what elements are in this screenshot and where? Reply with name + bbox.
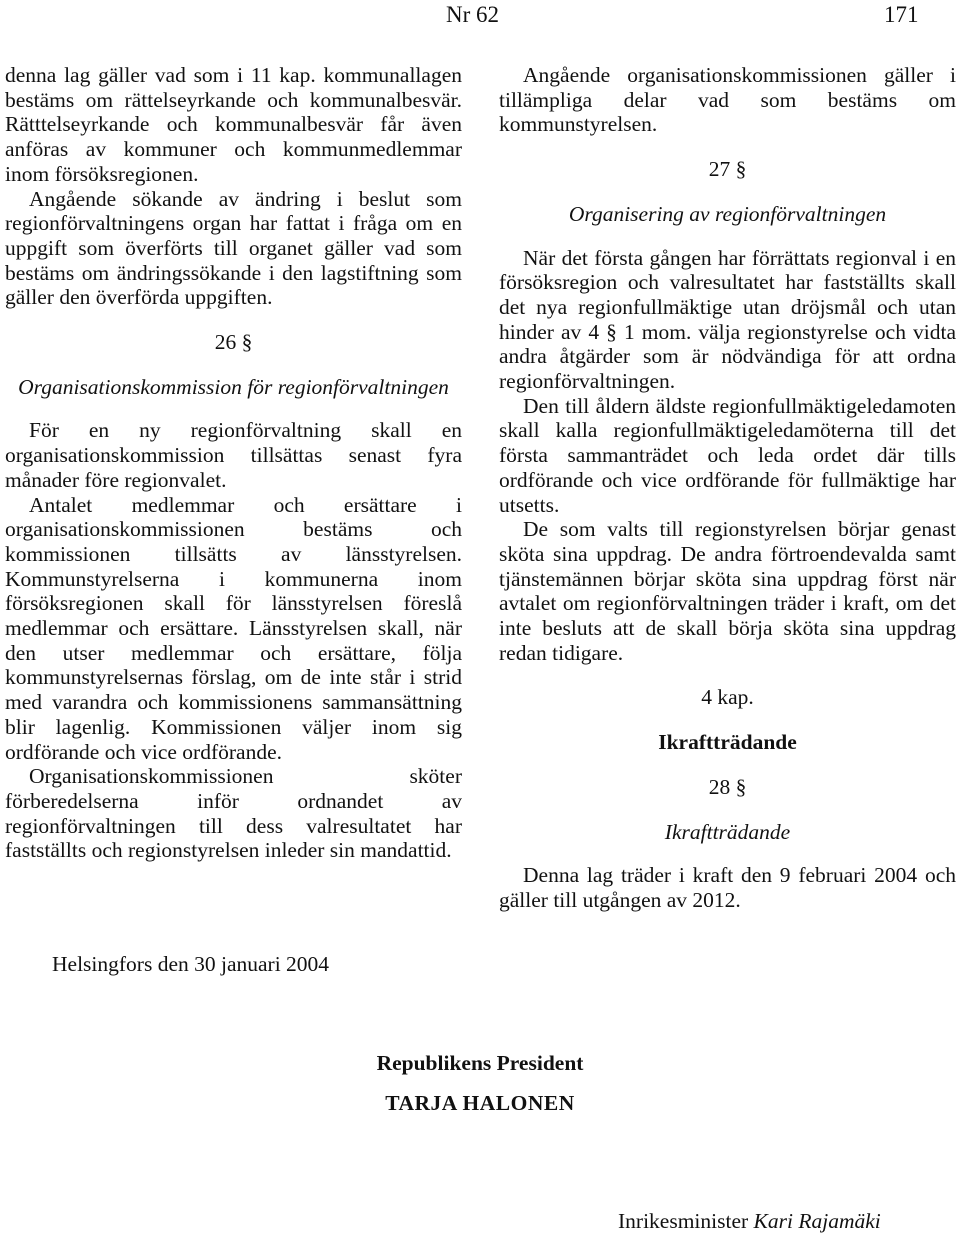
paragraph: Denna lag träder i kraft den 9 februari 2004 och gäller till utgången av 2012. (499, 863, 956, 912)
minister-signature (618, 1209, 881, 1234)
page-header (0, 0, 960, 30)
paragraph: Organisationskommissionen sköter förberedelserna inför ordnandet av regionförvaltningen till dess valresultatet har fastställts och regionstyrelsen inleder sin mandattid. (5, 764, 462, 863)
paragraph: denna lag gäller vad som i 11 kap. kommunallagen bestäms om rättelseyrkande och kommunalbesvär. Rätttelseyrkande och kommunalbesvär får även anföras av kommuner och kommunmedlemmar inom försöksregionen. (5, 63, 462, 186)
right-column (499, 63, 956, 913)
left-column (5, 63, 462, 863)
paragraph: Angående sökande av ändring i beslut som regionförvaltningens organ har fattat i fråga om en uppgift som överförts till organet gäller vad som bestäms om ändringssökande i den lagstiftning som gäller den överförda uppgiften. (5, 186, 462, 310)
chapter-number: 4 kap. (701, 685, 754, 710)
chapter-title: Ikraftträdande (658, 730, 797, 755)
signer-name: TARJA HALONEN (385, 1091, 575, 1115)
section-title: Ikraftträdande (664, 819, 791, 844)
page-number: 171 (884, 2, 919, 27)
section-title: Organisationskommission för regionförvaltningen (18, 374, 449, 399)
minister-role: Inrikesminister (618, 1209, 749, 1233)
paragraph: Den till åldern äldste regionfullmäktigeledamoten skall kalla regionfullmäktigeledamöterna till det första sammanträdet och leda ordet där tills ordförande och vice ordförande för fullmäktige har utsetts. (499, 393, 956, 517)
paragraph: Angående organisationskommissionen gäller i tillämpliga delar vad som bestäms om kommunstyrelsen. (499, 63, 956, 137)
section-number: 28 § (708, 774, 747, 799)
signer-title: Republikens President (376, 1051, 584, 1075)
section-number: 27 § (708, 157, 747, 182)
section-number: 26 § (214, 330, 253, 355)
section-title: Organisering av regionförvaltningen (568, 201, 887, 226)
paragraph: När det första gången har förrättats regionval i en försöksregion och valresultatet har fastställts skall det nya regionfullmäktige utan dröjsmål och utan hinder av 4 § 1 mom. välja regionstyrelse och vidta andra åtgärder som är nödvändiga för att ordna regionförvaltningen. (499, 245, 956, 394)
paragraph: För en ny regionförvaltning skall en organisationskommission tillsättas senast fyra månader före regionvalet. (5, 418, 462, 492)
paragraph: De som valts till regionstyrelsen börjar genast sköta sina uppdrag. De andra förtroendevalda samt tjänstemännen börjar sköta sina uppdrag först när avtalet om regionförvaltningen träder i kraft, om det inte besluts att de skall börja sköta sina uppdrag redan tidigare. (499, 517, 956, 665)
place-and-date: Helsingfors den 30 januari 2004 (52, 952, 330, 976)
paragraph: Antalet medlemmar och ersättare i organisationskommissionen bestäms och kommissionen tillsätts av länsstyrelsen. Kommunstyrelserna i kommunerna inom försöksregionen skall för länsstyrelsen föreslå medlemmar och ersättare. Länsstyrelsen skall, när den utser medlemmar och ersättare, följa kommunstyrelsernas förslag, om de inte står i strid med varandra och kommissionens sammansättning blir lagenlig. Kommissionen väljer inom sig ordförande och vice ordförande. (5, 492, 462, 764)
minister-name: Kari Rajamäki (753, 1209, 881, 1233)
statute-number: Nr 62 (446, 2, 500, 27)
